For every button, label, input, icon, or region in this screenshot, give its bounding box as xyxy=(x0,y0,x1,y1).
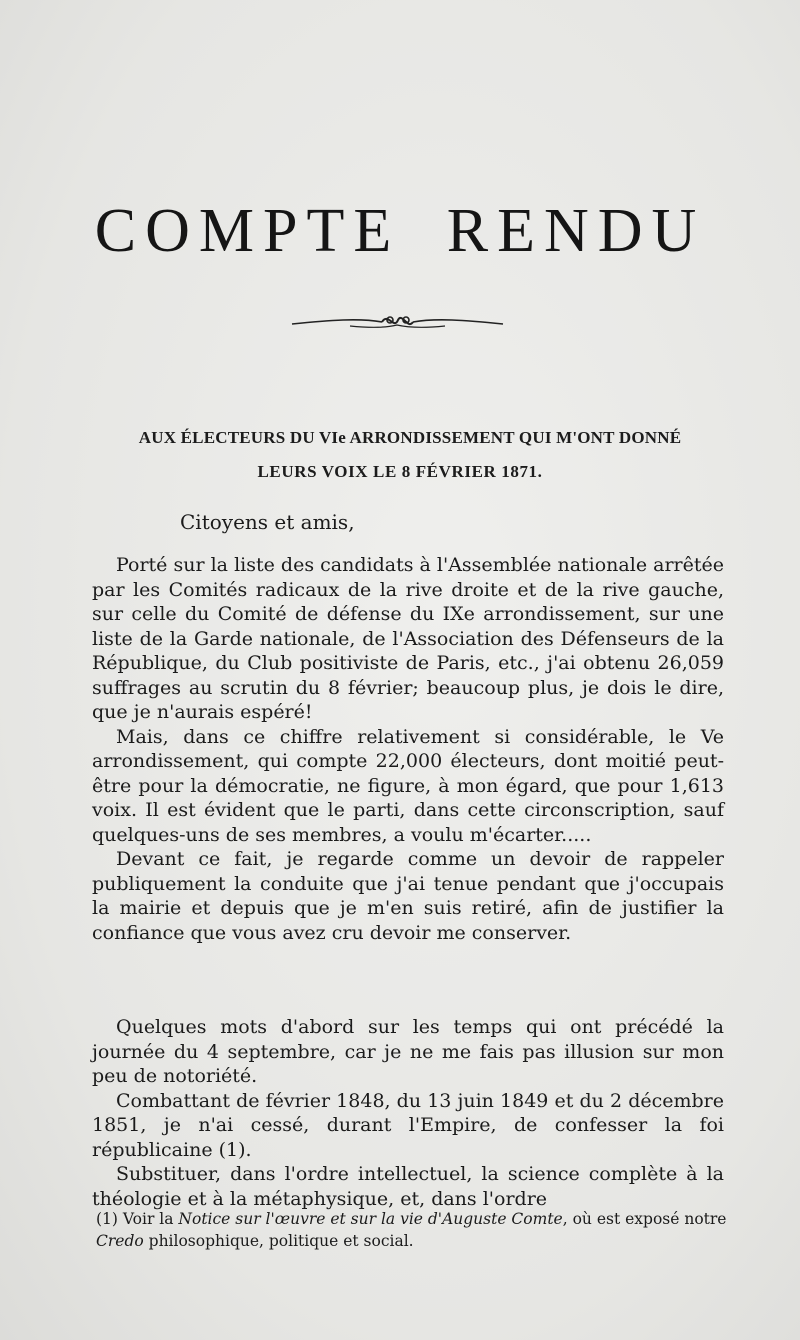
paragraph: Mais, dans ce chiffre relativement si considérable, le Ve arrondissement, qui compte 22,000 électeurs, dont moitié peut-être pour la démocratie, ne figure, à mon égard, que pour 1,613 voix. Il est évident que le parti, dans cette circonscription, sauf quelques-uns de ses membres, a voulu m'écarter..... xyxy=(92,725,724,846)
footnote-end: philosophique, politique et social. xyxy=(148,1232,414,1250)
heading-line-1: AUX ÉLECTEURS DU VIe ARRONDISSEMENT QUI M'ONT DONNÉ xyxy=(138,428,682,447)
paragraph: Porté sur la liste des candidats à l'Assemblée nationale arrêtée par les Comités radicaux de la rive droite et de la rive gauche, sur celle du Comité de défense du IXe arrondissement, sur une liste de la Garde nationale, de l'Association des Défenseurs de la République, du Club positiviste de Paris, etc., j'ai obtenu 26,059 suffrages au scrutin du 8 février; beaucoup plus, je dois le dire, que je n'aurais espéré! xyxy=(92,554,724,723)
footnote-credo: Credo xyxy=(96,1232,144,1250)
paragraph: Devant ce fait, je regarde comme un devoir de rappeler publiquement la conduite que j'ai tenue pendant que j'occupais la mairie et depuis que je m'en suis retiré, afin de justifier la confiance que vous avez cru devoir me conserver. xyxy=(92,848,724,944)
page-title: COMPTE RENDU xyxy=(94,197,706,265)
paragraph: Combattant de février 1848, du 13 juin 1849 et du 2 décembre 1851, je n'ai cessé, durant l'Empire, de confesser la foi républicaine (1). xyxy=(92,1089,724,1161)
body-section-1 xyxy=(92,553,724,945)
heading-line-2: LEURS VOIX LE 8 FÉVRIER 1871. xyxy=(257,462,543,481)
footnote-middle: , où est exposé notre xyxy=(562,1210,727,1228)
paragraph: Substituer, dans l'ordre intellectuel, la science complète à la théologie et à la métaphysique, et, dans l'ordre xyxy=(92,1163,724,1210)
greeting: Citoyens et amis, xyxy=(180,510,355,534)
paragraph: Quelques mots d'abord sur les temps qui ont précédé la journée du 4 septembre, car je ne me fais pas illusion sur mon peu de notoriété. xyxy=(92,1016,724,1087)
body-section-2 xyxy=(92,1015,724,1211)
footnote-notice-title: Notice sur l'œuvre et sur la vie d'Auguste Comte xyxy=(178,1210,563,1228)
ornament-divider-icon xyxy=(290,308,505,336)
footnote xyxy=(96,1208,736,1252)
footnote-marker: (1) Voir la xyxy=(96,1210,174,1228)
